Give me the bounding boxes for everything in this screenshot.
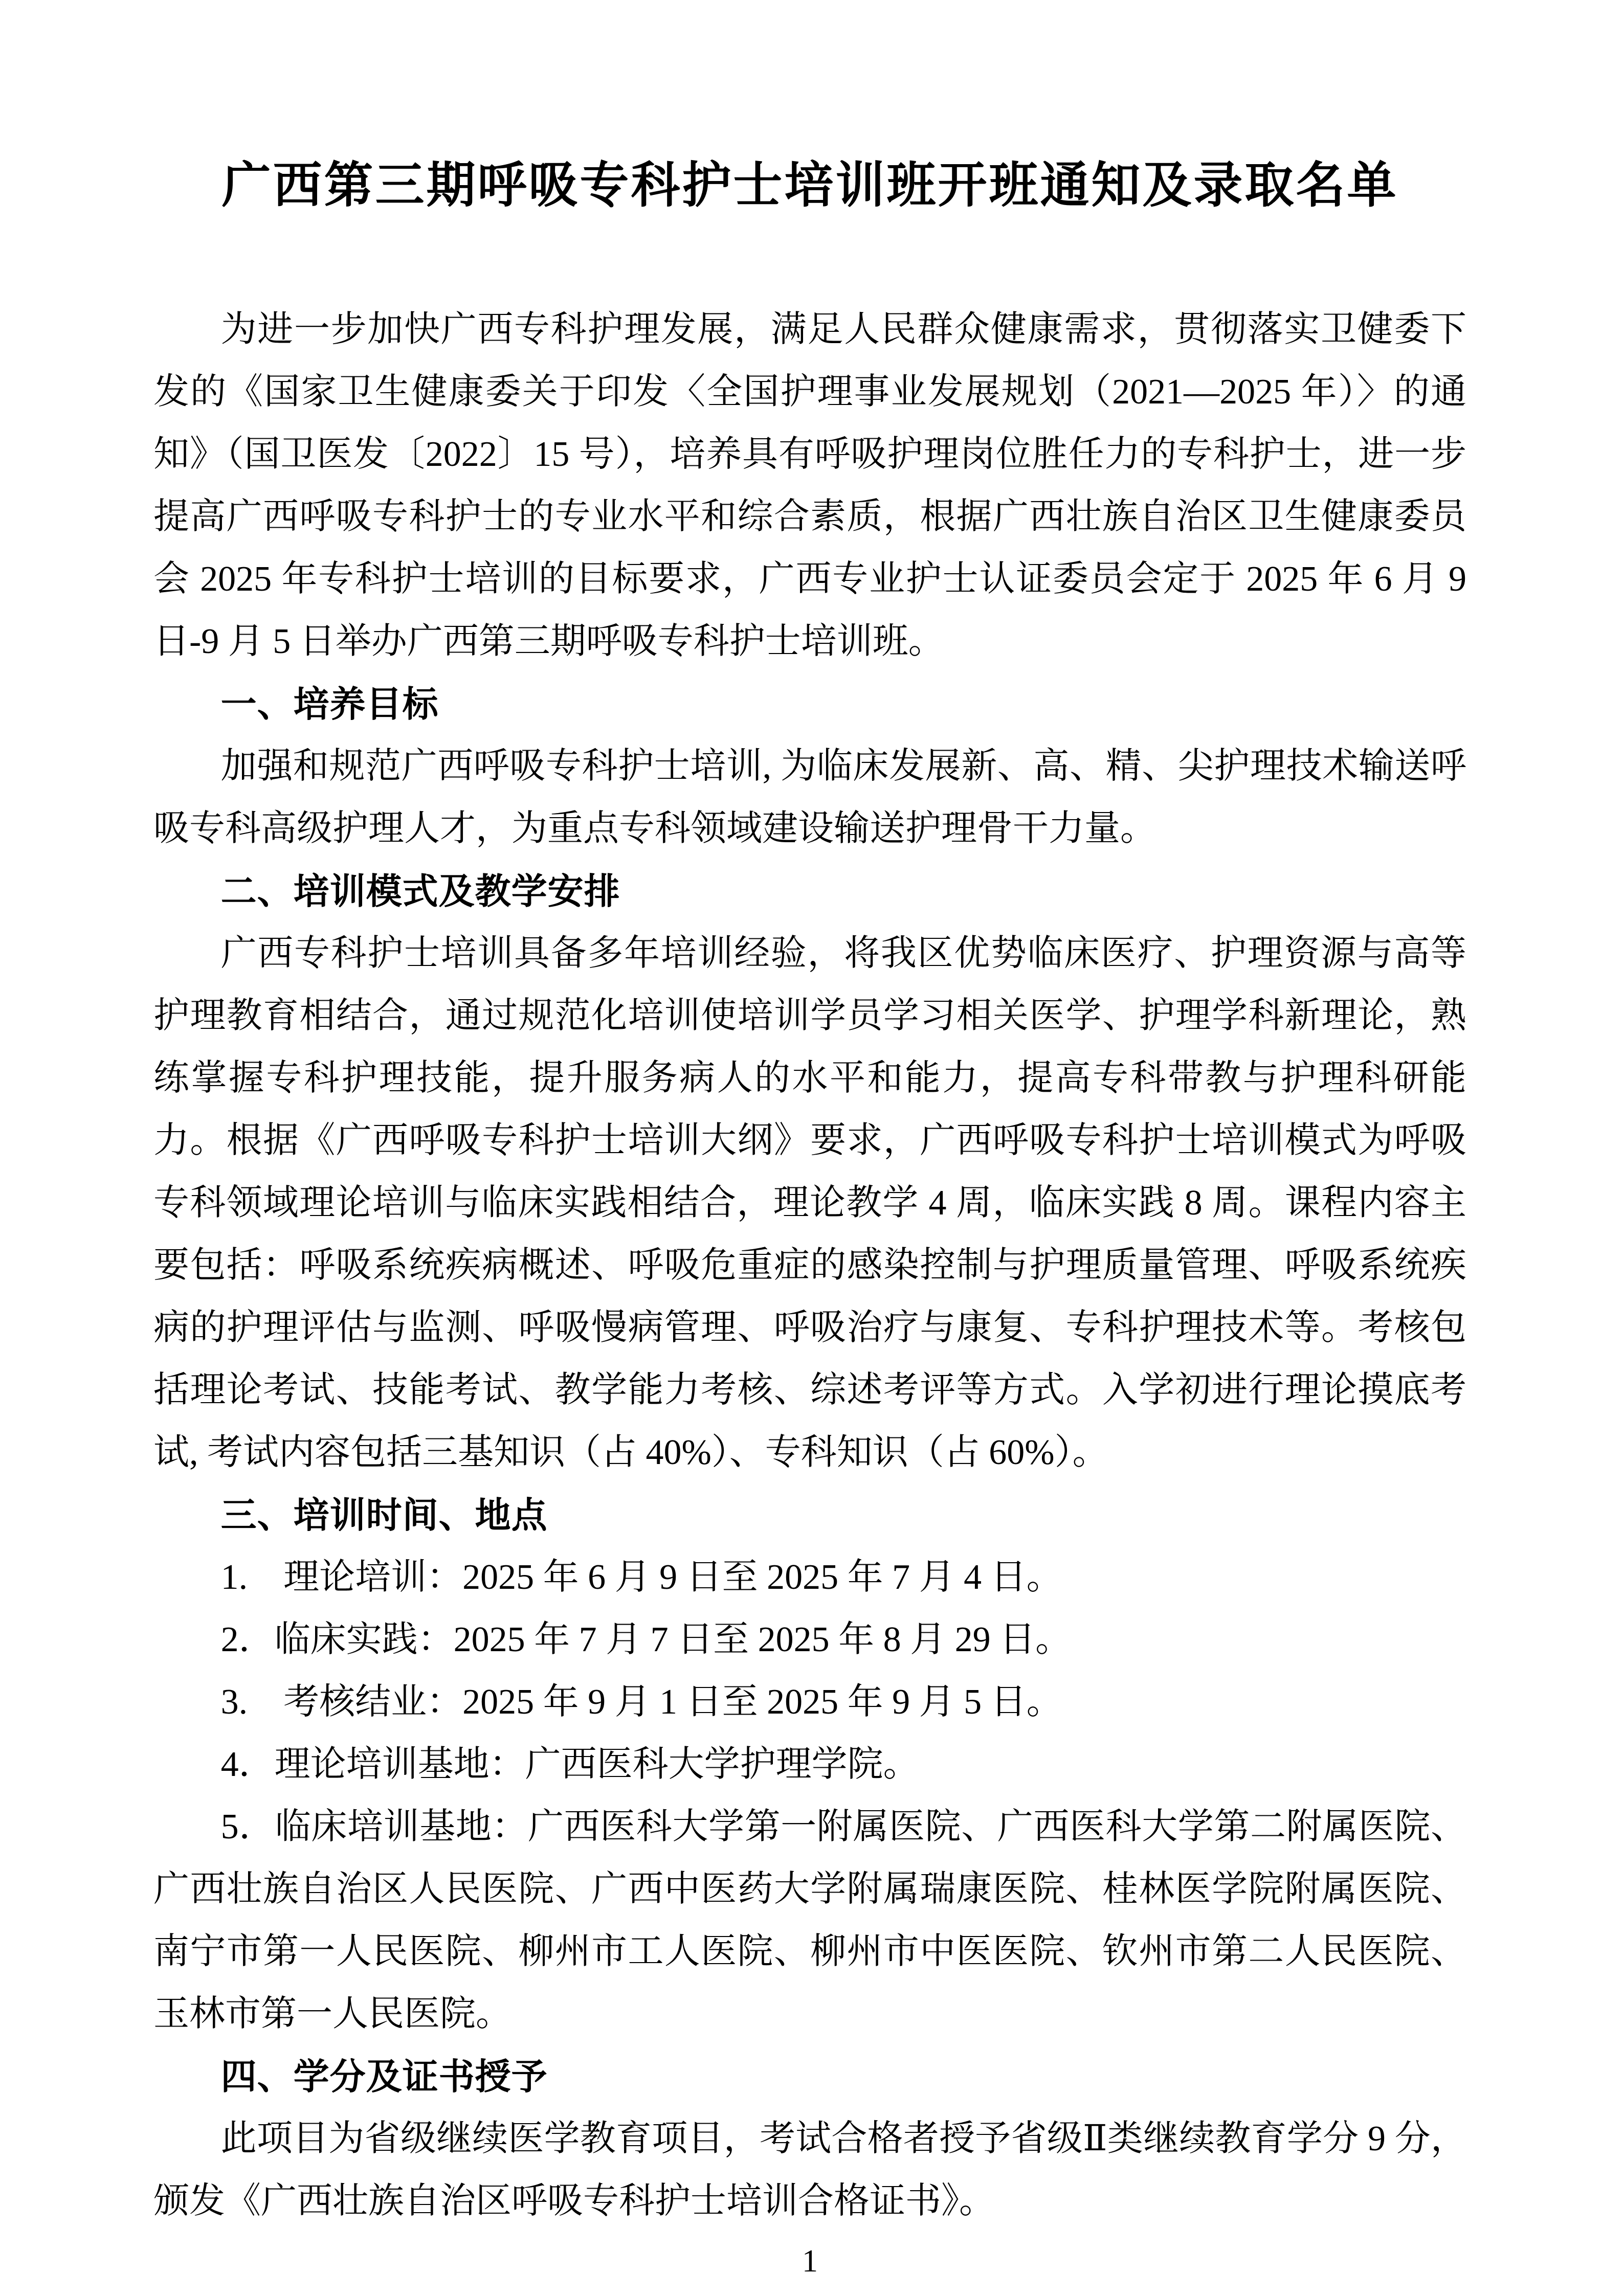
section-2-heading: 二、培训模式及教学安排 <box>220 871 620 911</box>
section-2-paragraph: 广西专科护士培训具备多年培训经验，将我区优势临床医疗、护理资源与高等护理教育相结合，通过规范化培训使培训学员学习相关医学、护理学科新理论，熟练掌握专科护理技能，提升服务病人的水平和能力，提高专科带教与护理科研能力。根据《广西呼吸专科护士培训大纲》要求，广西呼吸专科护士培训模式为呼吸专科领域理论培训与临床实践相结合，理论教学 4 周，临床实践 8 周。课程内容主要包括：呼吸系统疾病概述、呼吸危重症的感染控制与护理质量管理、呼吸系统疾病的护理评估与监测、呼吸慢病管理、呼吸治疗与康复、专科护理技术等。考核包括理论考试、技能考试、教学能力考核、综述考评等方式。入学初进行理论摸底考试, 考试内容包括三基知识（占 40%）、专科知识（占 60%）。 <box>153 933 1466 1472</box>
section-1-paragraph: 加强和规范广西呼吸专科护士培训, 为临床发展新、高、精、尖护理技术输送呼吸专科高级护理人才，为重点专科领域建设输送护理骨干力量。 <box>153 746 1466 848</box>
section-4-paragraph: 此项目为省级继续医学教育项目，考试合格者授予省级Ⅱ类继续教育学分 9 分，颁发《广西壮族自治区呼吸专科护士培训合格证书》。 <box>153 2119 1466 2221</box>
document-title: 广西第三期呼吸专科护士培训班开班通知及录取名单 <box>221 158 1398 213</box>
section-4-heading: 四、学分及证书授予 <box>220 2056 548 2097</box>
list-item-theory-training: 1. 理论培训：2025 年 6 月 9 日至 2025 年 7 月 4 日。 <box>220 1557 1062 1597</box>
page-number: 1 <box>802 2243 818 2279</box>
section-3-heading: 三、培训时间、地点 <box>220 1495 548 1535</box>
list-item-assessment-completion: 3. 考核结业：2025 年 9 月 1 日至 2025 年 9 月 5 日。 <box>220 1682 1062 1722</box>
list-item-theory-base: 4．理论培训基地：广西医科大学护理学院。 <box>220 1744 919 1784</box>
list-item-clinical-practice: 2．临床实践：2025 年 7 月 7 日至 2025 年 8 月 29 日。 <box>220 1619 1072 1659</box>
document-body <box>153 299 1476 2233</box>
section-1-heading: 一、培养目标 <box>220 684 439 724</box>
list-item-clinical-bases: 5．临床培训基地：广西医科大学第一附属医院、广西医科大学第二附属医院、广西壮族自治区人民医院、广西中医药大学附属瑞康医院、桂林医学院附属医院、南宁市第一人民医院、柳州市工人医院、柳州市中医医院、钦州市第二人民医院、玉林市第一人民医院。 <box>153 1807 1466 2034</box>
intro-paragraph: 为进一步加快广西专科护理发展，满足人民群众健康需求，贯彻落实卫健委下发的《国家卫生健康委关于印发〈全国护理事业发展规划（2021—2025 年）〉的通知》（国卫医发〔2022〕15 号），培养具有呼吸护理岗位胜任力的专科护士，进一步提高广西呼吸专科护士的专业水平和综合素质，根据广西壮族自治区卫生健康委员会 2025 年专科护士培训的目标要求，广西专业护士认证委员会定于 2025 年 6 月 9 日-9 月 5 日举办广西第三期呼吸专科护士培训班。 <box>153 309 1476 661</box>
